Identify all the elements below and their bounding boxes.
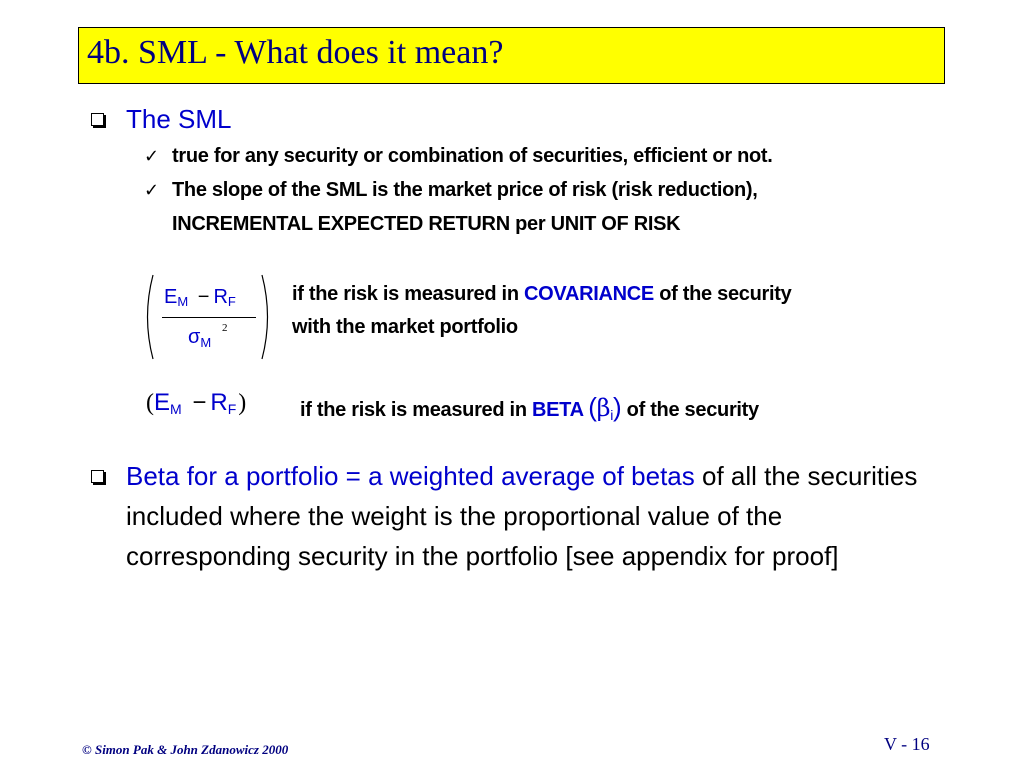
beta-highlight: BETA <box>532 399 584 421</box>
exponent-2: 2 <box>222 322 228 334</box>
subscript-i: i <box>610 407 614 423</box>
subscript-f: F <box>227 401 237 417</box>
sub-point-2-continued: INCREMENTAL EXPECTED RETURN per UNIT OF RISK <box>172 213 681 235</box>
copyright-footer: © Simon Pak & John Zdanowicz 2000 <box>82 742 289 757</box>
symbol-beta: β <box>596 394 611 422</box>
title-bar <box>78 27 945 84</box>
minus-sign: − <box>197 286 210 308</box>
sub-point-2: The slope of the SML is the market price of risk (risk reduction), <box>172 179 758 201</box>
beta-close-paren: ) <box>613 392 622 422</box>
subscript-m: M <box>200 335 212 350</box>
square-bullet-icon <box>91 470 104 483</box>
square-bullet-icon <box>91 113 104 126</box>
subscript-m: M <box>170 401 182 417</box>
formula-beta <box>146 389 246 417</box>
formula1-description <box>292 283 791 306</box>
beta-symbol <box>588 392 622 423</box>
slide-title: 4b. SML - What does it mean? <box>87 34 504 71</box>
portfolio-beta-paragraph <box>126 456 946 576</box>
right-paren-large-icon <box>259 272 275 362</box>
portfolio-beta-text: of all the securities included where the weight is the proportional value of the corresponding security in the portfolio [see appendix for proof] <box>126 461 918 571</box>
minus-sign: − <box>192 389 207 416</box>
formula2-description <box>300 392 759 423</box>
symbol-e: E <box>154 389 171 416</box>
checkmark-icon: ✓ <box>144 146 160 167</box>
symbol-sigma: σ <box>188 326 201 348</box>
checkmark-icon: ✓ <box>144 180 160 201</box>
subscript-m: M <box>177 294 189 309</box>
right-paren: ) <box>238 390 247 416</box>
desc-suffix: of the security <box>653 283 792 305</box>
symbol-e: E <box>164 286 178 308</box>
section-heading-sml: The SML <box>126 104 232 134</box>
fraction-bar <box>162 317 256 318</box>
symbol-r: R <box>210 389 228 416</box>
formula1-description-line2: with the market portfolio <box>292 316 518 338</box>
portfolio-beta-highlight: Beta for a portfolio = a weighted average of betas <box>126 461 695 491</box>
covariance-highlight: COVARIANCE <box>524 283 654 305</box>
subscript-f: F <box>227 294 236 309</box>
left-paren-large-icon <box>140 272 156 362</box>
desc-suffix: of the security <box>621 399 759 421</box>
sub-point-1: true for any security or combination of securities, efficient or not. <box>172 145 773 167</box>
page-number: V - 16 <box>884 734 930 754</box>
numerator <box>164 286 236 309</box>
desc-prefix: if the risk is measured in <box>292 283 524 305</box>
beta-open-paren: ( <box>588 392 597 422</box>
desc-prefix: if the risk is measured in <box>300 399 532 421</box>
formula-covariance <box>140 272 275 362</box>
left-paren: ( <box>146 390 154 416</box>
symbol-r: R <box>213 286 228 308</box>
denominator <box>188 326 211 350</box>
